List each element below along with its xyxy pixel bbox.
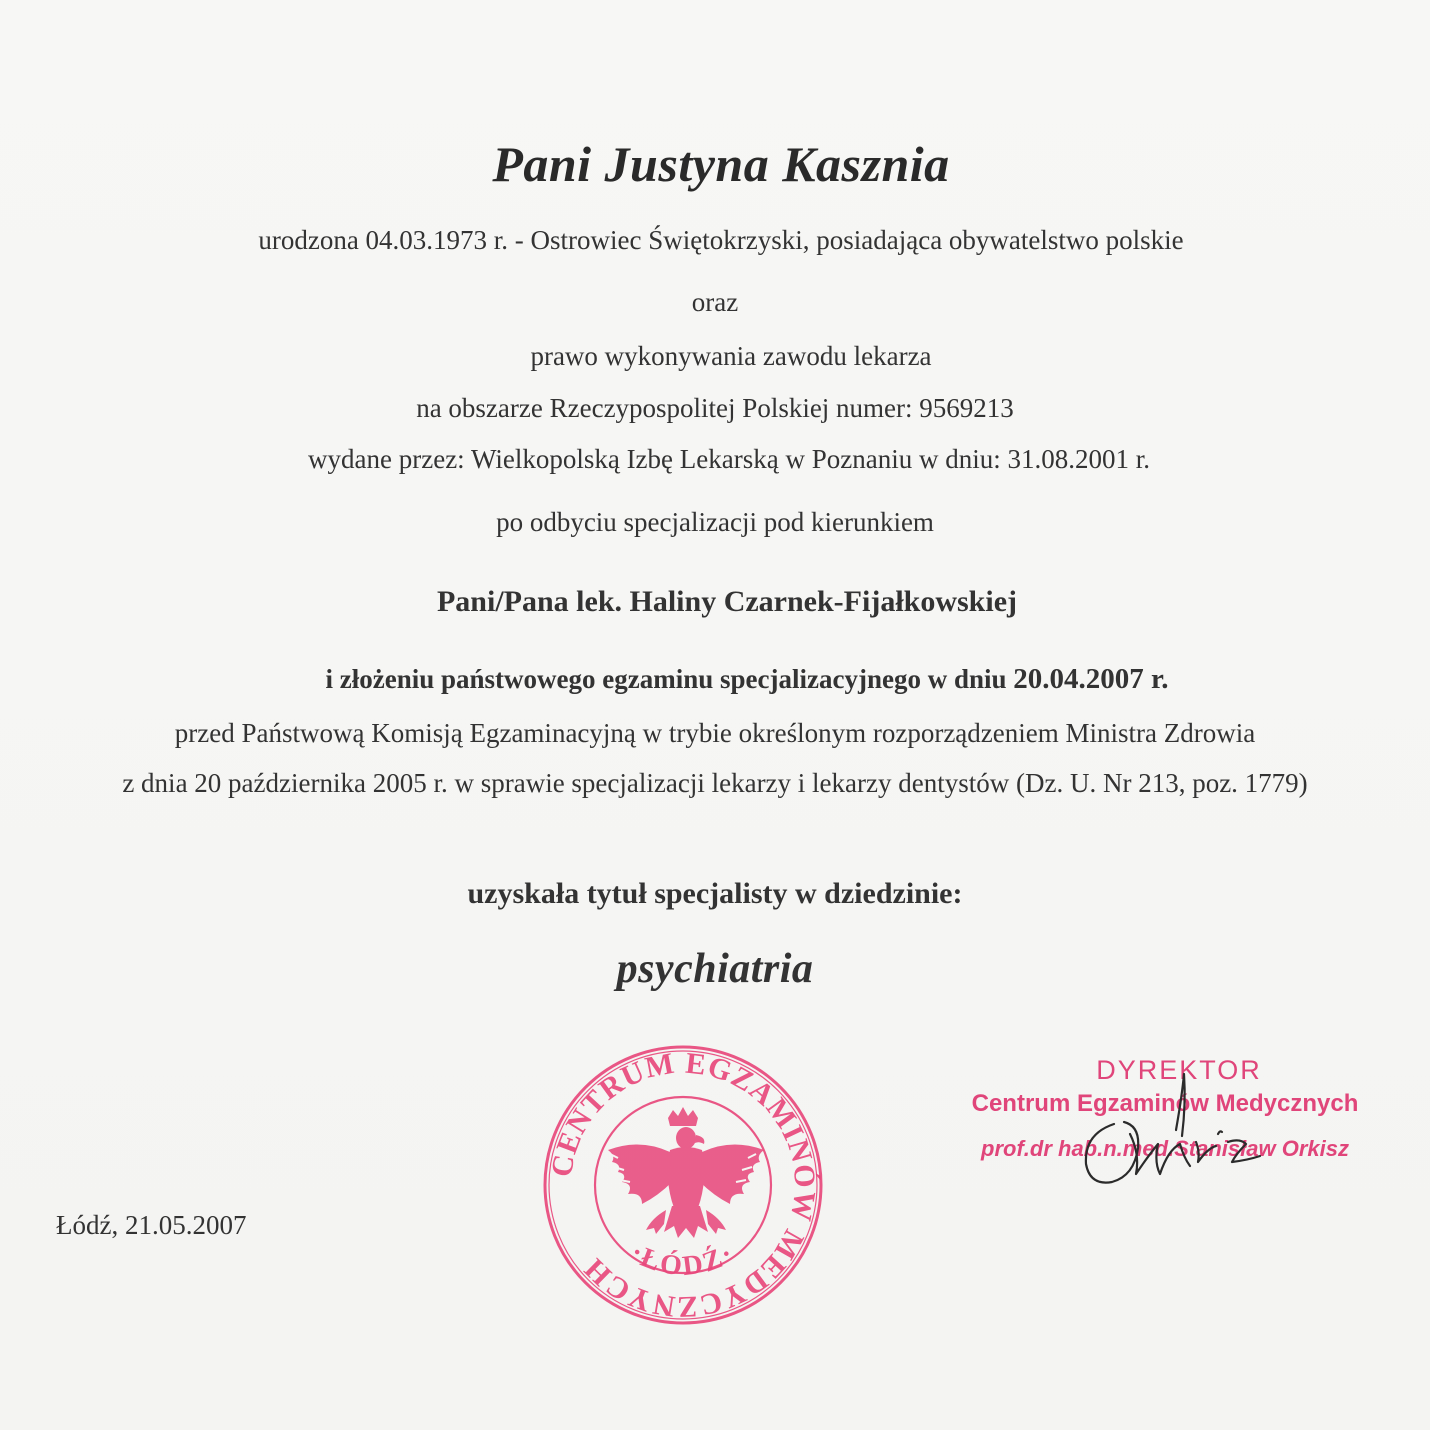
birth-line: urodzona 04.03.1973 r. - Ostrowiec Świętokrzyski, posiadająca obywatelstwo polskie (258, 225, 1184, 255)
director-title: DYREKTOR (1096, 1055, 1262, 1085)
territory-line: na obszarze Rzeczypospolitej Polskiej numer: 9569213 (416, 393, 1014, 423)
seal-ring-text: CENTRUM EGZAMINÓW MEDYCZNYCH (544, 1046, 822, 1324)
handwritten-signature (1068, 1072, 1288, 1192)
exam-line (0, 663, 1430, 696)
place-date: Łódź, 21.05.2007 (56, 1210, 247, 1240)
exam-date: 20.04.2007 r. (1013, 663, 1169, 695)
polish-eagle-icon (608, 1107, 764, 1238)
specialty-field: psychiatria (616, 946, 814, 992)
holder-name: Pani Justyna Kasznia (492, 136, 950, 192)
specialization-intro: po odbyciu specjalizacji pod kierunkiem (496, 507, 934, 537)
mentor-name: Pani/Pana lek. Haliny Czarnek-Fijałkowskiej (436, 585, 1018, 618)
regulation-line: z dnia 20 października 2005 r. w sprawie specjalizacji lekarzy i lekarzy dentystów (Dz. U. Nr 213, poz. 1779) (122, 768, 1308, 798)
director-name: prof.dr hab.n.med.Stanisław Orkisz (981, 1136, 1349, 1161)
seal-bottom-text: ·ŁÓDŹ· (624, 1237, 742, 1283)
oraz-line: oraz (691, 287, 739, 317)
title-line: uzyskała tytuł specjalisty w dziedzinie: (467, 877, 963, 910)
commission-line: przed Państwową Komisją Egzaminacyjną w trybie określonym rozporządzeniem Ministra Zdrowia (174, 718, 1256, 748)
official-seal (538, 1040, 828, 1330)
exam-prefix: i złożeniu państwowego egzaminu specjalizacyjnego w dniu (325, 664, 1007, 694)
issued-line: wydane przez: Wielkopolską Izbę Lekarską w Poznaniu w dniu: 31.08.2001 r. (308, 444, 1150, 474)
license-line: prawo wykonywania zawodu lekarza (530, 341, 932, 371)
director-institution: Centrum Egzaminów Medycznych (971, 1090, 1359, 1117)
